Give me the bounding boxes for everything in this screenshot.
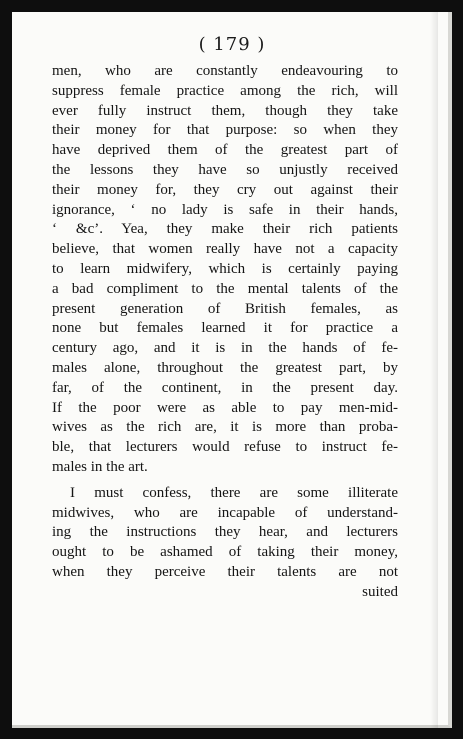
text-line: present generation of British females, as	[52, 300, 398, 317]
text-line: ble, that lecturers would refuse to instruct fe-	[52, 439, 398, 456]
text-line: males alone, throughout the greatest part, by	[52, 359, 398, 376]
text-line: to learn midwifery, which is certainly paying	[52, 260, 398, 277]
text-line: ignorance, ‘ no lady is safe in their hands,	[52, 201, 398, 218]
text-line: males in the art.	[52, 458, 148, 475]
text-line: ought to be ashamed of taking their money,	[52, 544, 398, 561]
text-line: ‘ &c’. Yea, they make their rich patients	[52, 221, 398, 238]
text-line: suppress female practice among the rich, will	[52, 82, 398, 99]
catchword: suited	[362, 583, 398, 600]
text-line: none but females learned it for practice a	[52, 320, 398, 337]
text-line: men, who are constantly endeavouring to	[52, 63, 398, 79]
text-line: the lessons they have so unjustly received	[52, 161, 398, 178]
page-edge-shadow	[430, 12, 438, 728]
page-body-text	[52, 62, 398, 603]
text-line: a bad compliment to the mental talents of the	[52, 280, 398, 297]
text-line: their money for, they cry out against their	[52, 181, 398, 198]
text-line: I must confess, there are some illiterate	[70, 484, 398, 501]
page-number: ( 179 )	[198, 34, 266, 55]
text-line: midwives, who are incapable of understand-	[52, 504, 398, 521]
text-line: believe, that women really have not a capacity	[52, 241, 398, 258]
text-line: have deprived them of the greatest part of	[52, 142, 398, 159]
text-line: wives as the rich are, it is more than proba-	[52, 419, 398, 436]
text-line: when they perceive their talents are not	[52, 563, 398, 580]
text-line: ever fully instruct them, though they take	[52, 102, 398, 119]
book-page	[12, 12, 452, 728]
text-line: ing the instructions they hear, and lecturers	[52, 524, 398, 541]
text-line: their money for that purpose: so when they	[52, 122, 398, 139]
text-line: If the poor were as able to pay men-mid-	[52, 399, 398, 416]
text-line: far, of the continent, in the present day.	[52, 379, 398, 396]
text-line: century ago, and it is in the hands of fe-	[52, 340, 398, 357]
